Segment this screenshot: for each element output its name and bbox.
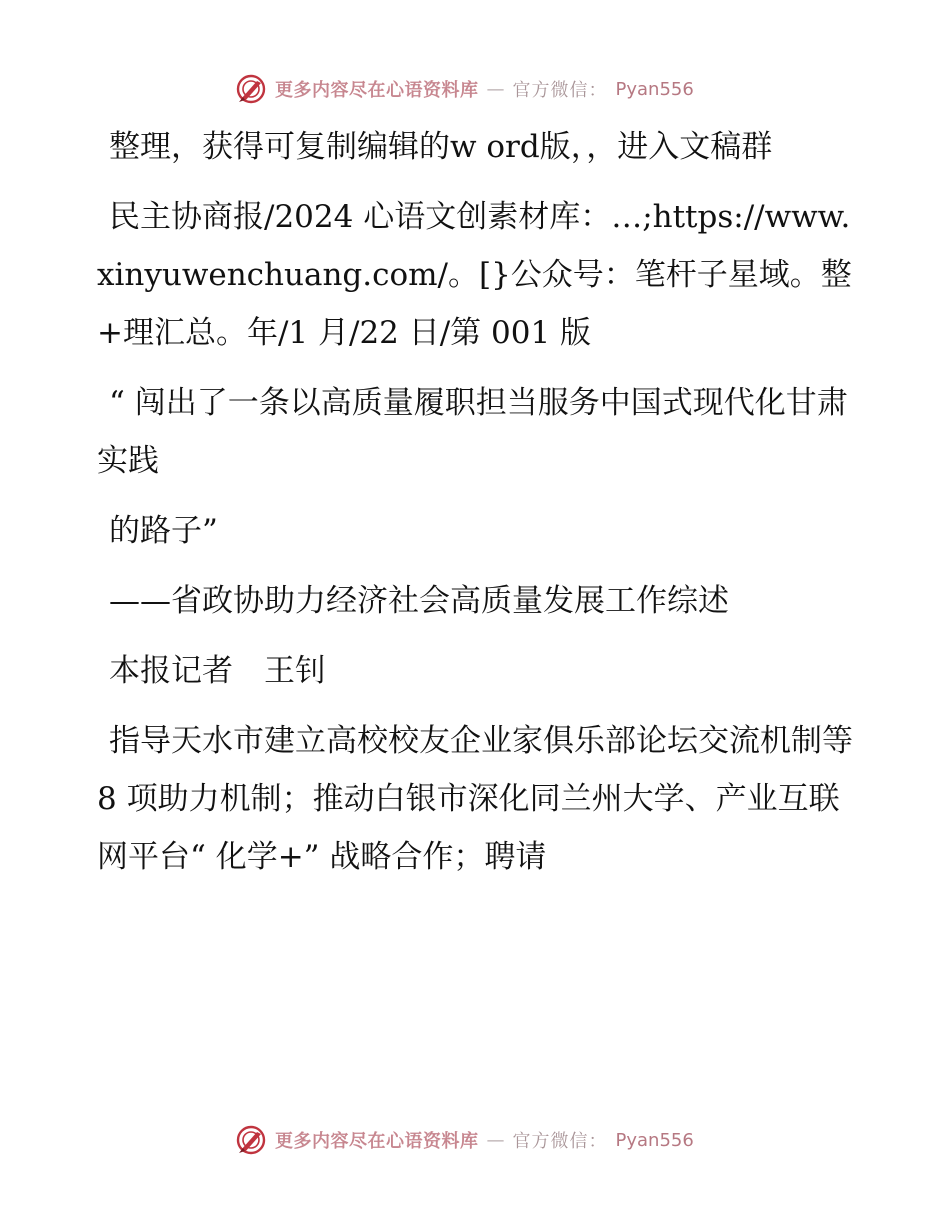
watermark-separator: —: [486, 78, 505, 100]
watermark-wechat-account: Pyan556: [615, 1129, 694, 1151]
pen-logo-icon: [235, 1124, 267, 1156]
article-byline: 本报记者 王钊: [109, 653, 326, 689]
article-title-line-2: 的路子”: [109, 513, 218, 549]
footer-watermark: [235, 1123, 694, 1157]
watermark-wechat-account: Pyan556: [615, 78, 694, 100]
paragraph-source: 民主协商报/2024 心语文创素材库：…;https://www.xinyuwenchuang.com/。[}公众号：笔杆子星域。整+理汇总。年/1 月/22 日/第 001 版: [97, 199, 852, 351]
article-subtitle: ——省政协助力经济社会高质量发展工作综述: [109, 583, 729, 619]
watermark-separator: —: [486, 1129, 505, 1151]
pen-logo-icon: [235, 73, 267, 105]
watermark-slogan: 更多内容尽在心语资料库: [275, 80, 479, 101]
article-title-line-1: “ 闯出了一条以高质量履职担当服务中国式现代化甘肃实践: [97, 385, 848, 479]
header-watermark: [235, 72, 694, 106]
paragraph-intro: 整理，获得可复制编辑的w ord版，，进入文稿群: [109, 129, 773, 165]
article-body-paragraph: 指导天水市建立高校校友企业家俱乐部论坛交流机制等 8 项助力机制；推动白银市深化同兰州大学、产业互联网平台“ 化学+” 战略合作；聘请: [97, 723, 863, 875]
document-body: [97, 118, 863, 886]
watermark-slogan: 更多内容尽在心语资料库: [275, 1131, 479, 1152]
watermark-wechat-label: 官方微信：: [512, 80, 608, 101]
watermark-wechat-label: 官方微信：: [512, 1131, 608, 1152]
